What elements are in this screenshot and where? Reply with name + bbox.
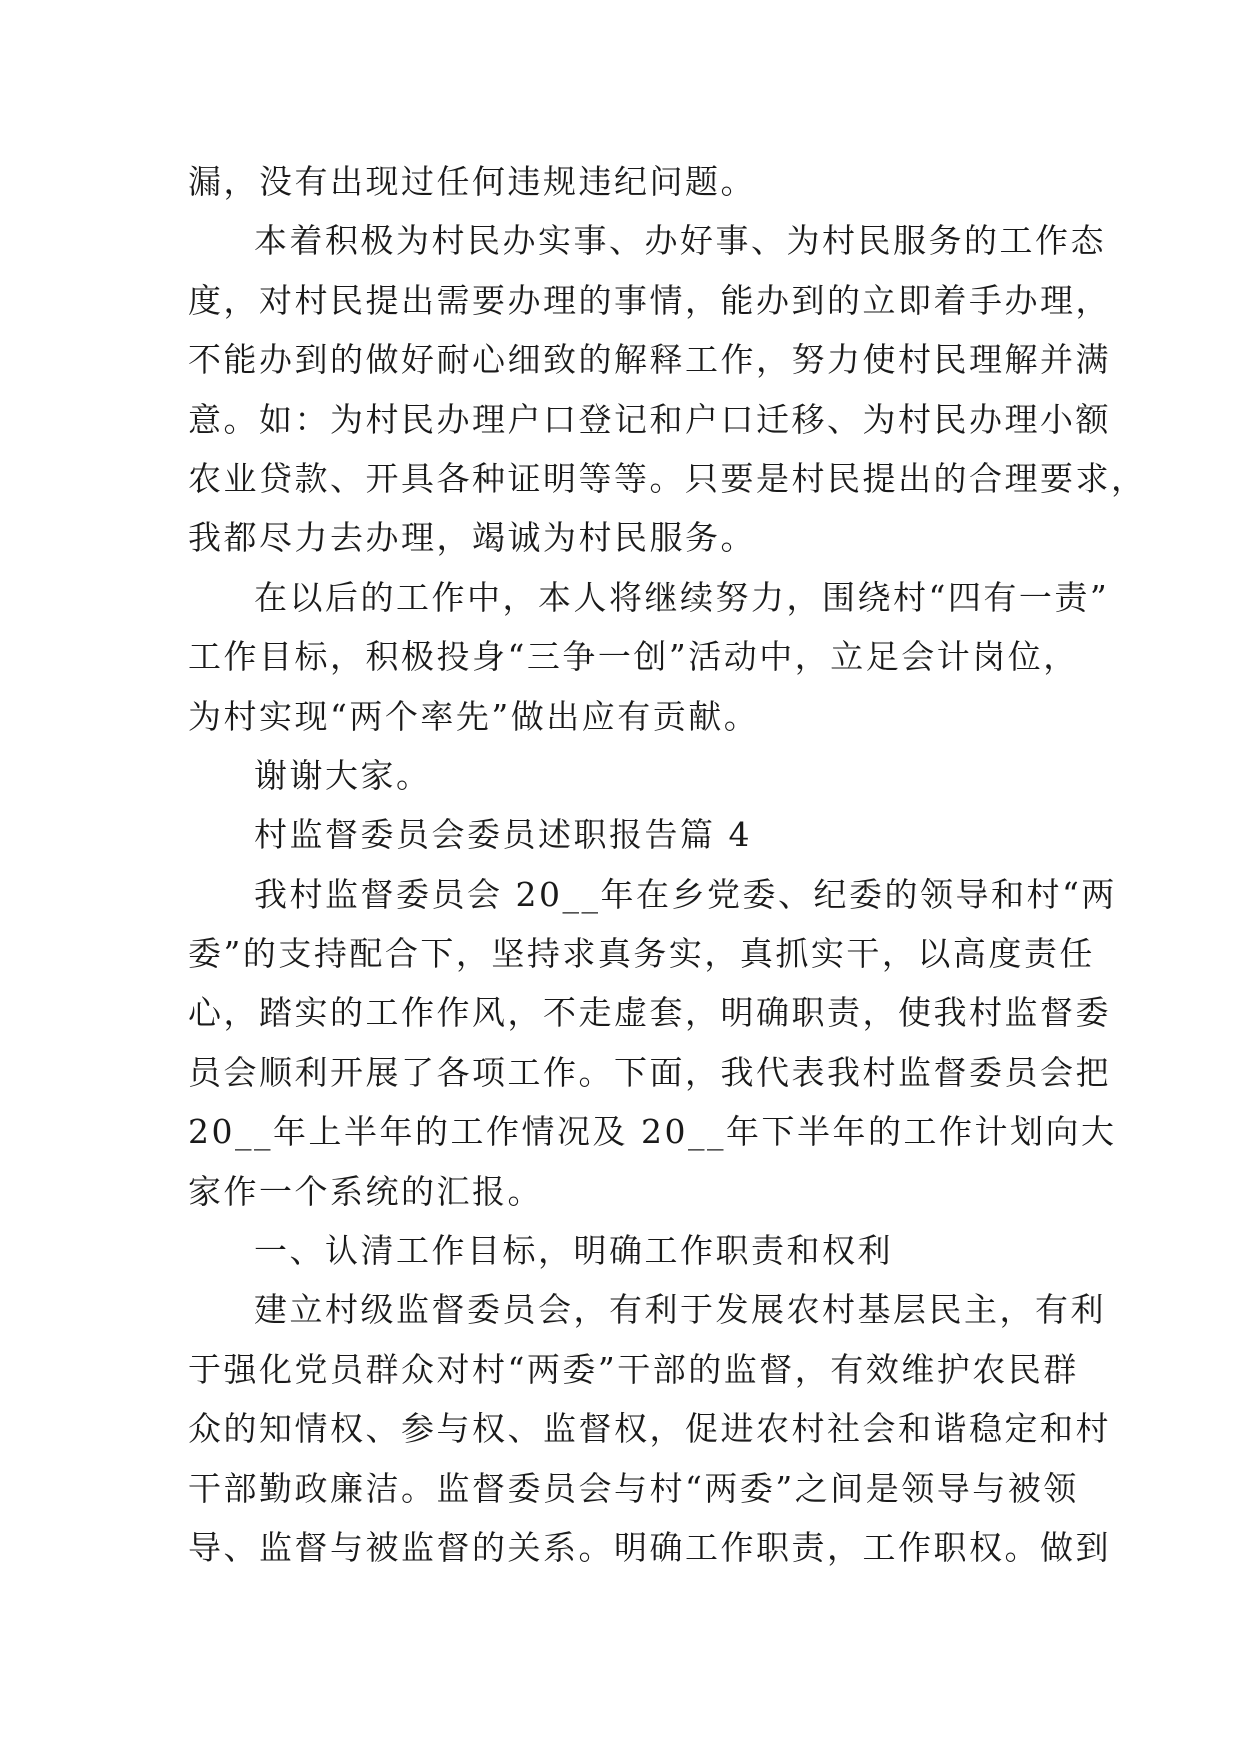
text-line: 农业贷款、开具各种证明等等。只要是村民提出的合理要求，	[188, 458, 1147, 498]
text-line: 在以后的工作中，本人将继续努力，围绕村“四有一责”	[254, 577, 1110, 617]
text-line: 意。如：为村民办理户口登记和户口迁移、为村民办理小额	[188, 399, 1111, 439]
text-line: 一、认清工作目标，明确工作职责和权利	[254, 1231, 893, 1271]
text-line: 度，对村民提出需要办理的事情，能办到的立即着手办理，	[188, 280, 1111, 320]
text-line: 建立村级监督委员会，有利于发展农村基层民主，有利	[254, 1290, 1106, 1330]
text-line: 干部勤政廉洁。监督委员会与村“两委”之间是领导与被领	[188, 1468, 1079, 1508]
text-line: 谢谢大家。	[254, 755, 432, 795]
text-line: 委”的支持配合下，坚持求真务实，真抓实干，以高度责任	[188, 934, 1095, 974]
text-line: 家作一个系统的汇报。	[188, 1171, 543, 1211]
text-line: 众的知情权、参与权、监督权，促进农村社会和谐稳定和村	[188, 1409, 1111, 1449]
text-line: 为村实现“两个率先”做出应有贡献。	[188, 696, 760, 736]
text-line: 我都尽力去办理，竭诚为村民服务。	[188, 518, 756, 558]
text-line: 心，踏实的工作作风，不走虚套，明确职责，使我村监督委	[188, 993, 1111, 1033]
document-body	[188, 152, 1147, 1577]
text-line: 我村监督委员会 20__年在乡党委、纪委的领导和村“两	[254, 874, 1117, 914]
text-line: 于强化党员群众对村“两委”干部的监督，有效维护农民群	[188, 1349, 1079, 1389]
text-line: 工作目标，积极投身“三争一创”活动中，立足会计岗位，	[188, 637, 1079, 677]
text-line: 不能办到的做好耐心细致的解释工作，努力使村民理解并满	[188, 340, 1111, 380]
text-line: 漏，没有出现过任何违规违纪问题。	[188, 162, 756, 201]
text-line: 本着积极为村民办实事、办好事、为村民服务的工作态	[254, 221, 1106, 261]
text-line: 村监督委员会委员述职报告篇 4	[254, 815, 752, 855]
text-line: 20__年上半年的工作情况及 20__年下半年的工作计划向大	[188, 1112, 1117, 1152]
text-line: 员会顺利开展了各项工作。下面，我代表我村监督委员会把	[188, 1052, 1111, 1092]
text-line: 导、监督与被监督的关系。明确工作职责，工作职权。做到	[188, 1527, 1111, 1567]
